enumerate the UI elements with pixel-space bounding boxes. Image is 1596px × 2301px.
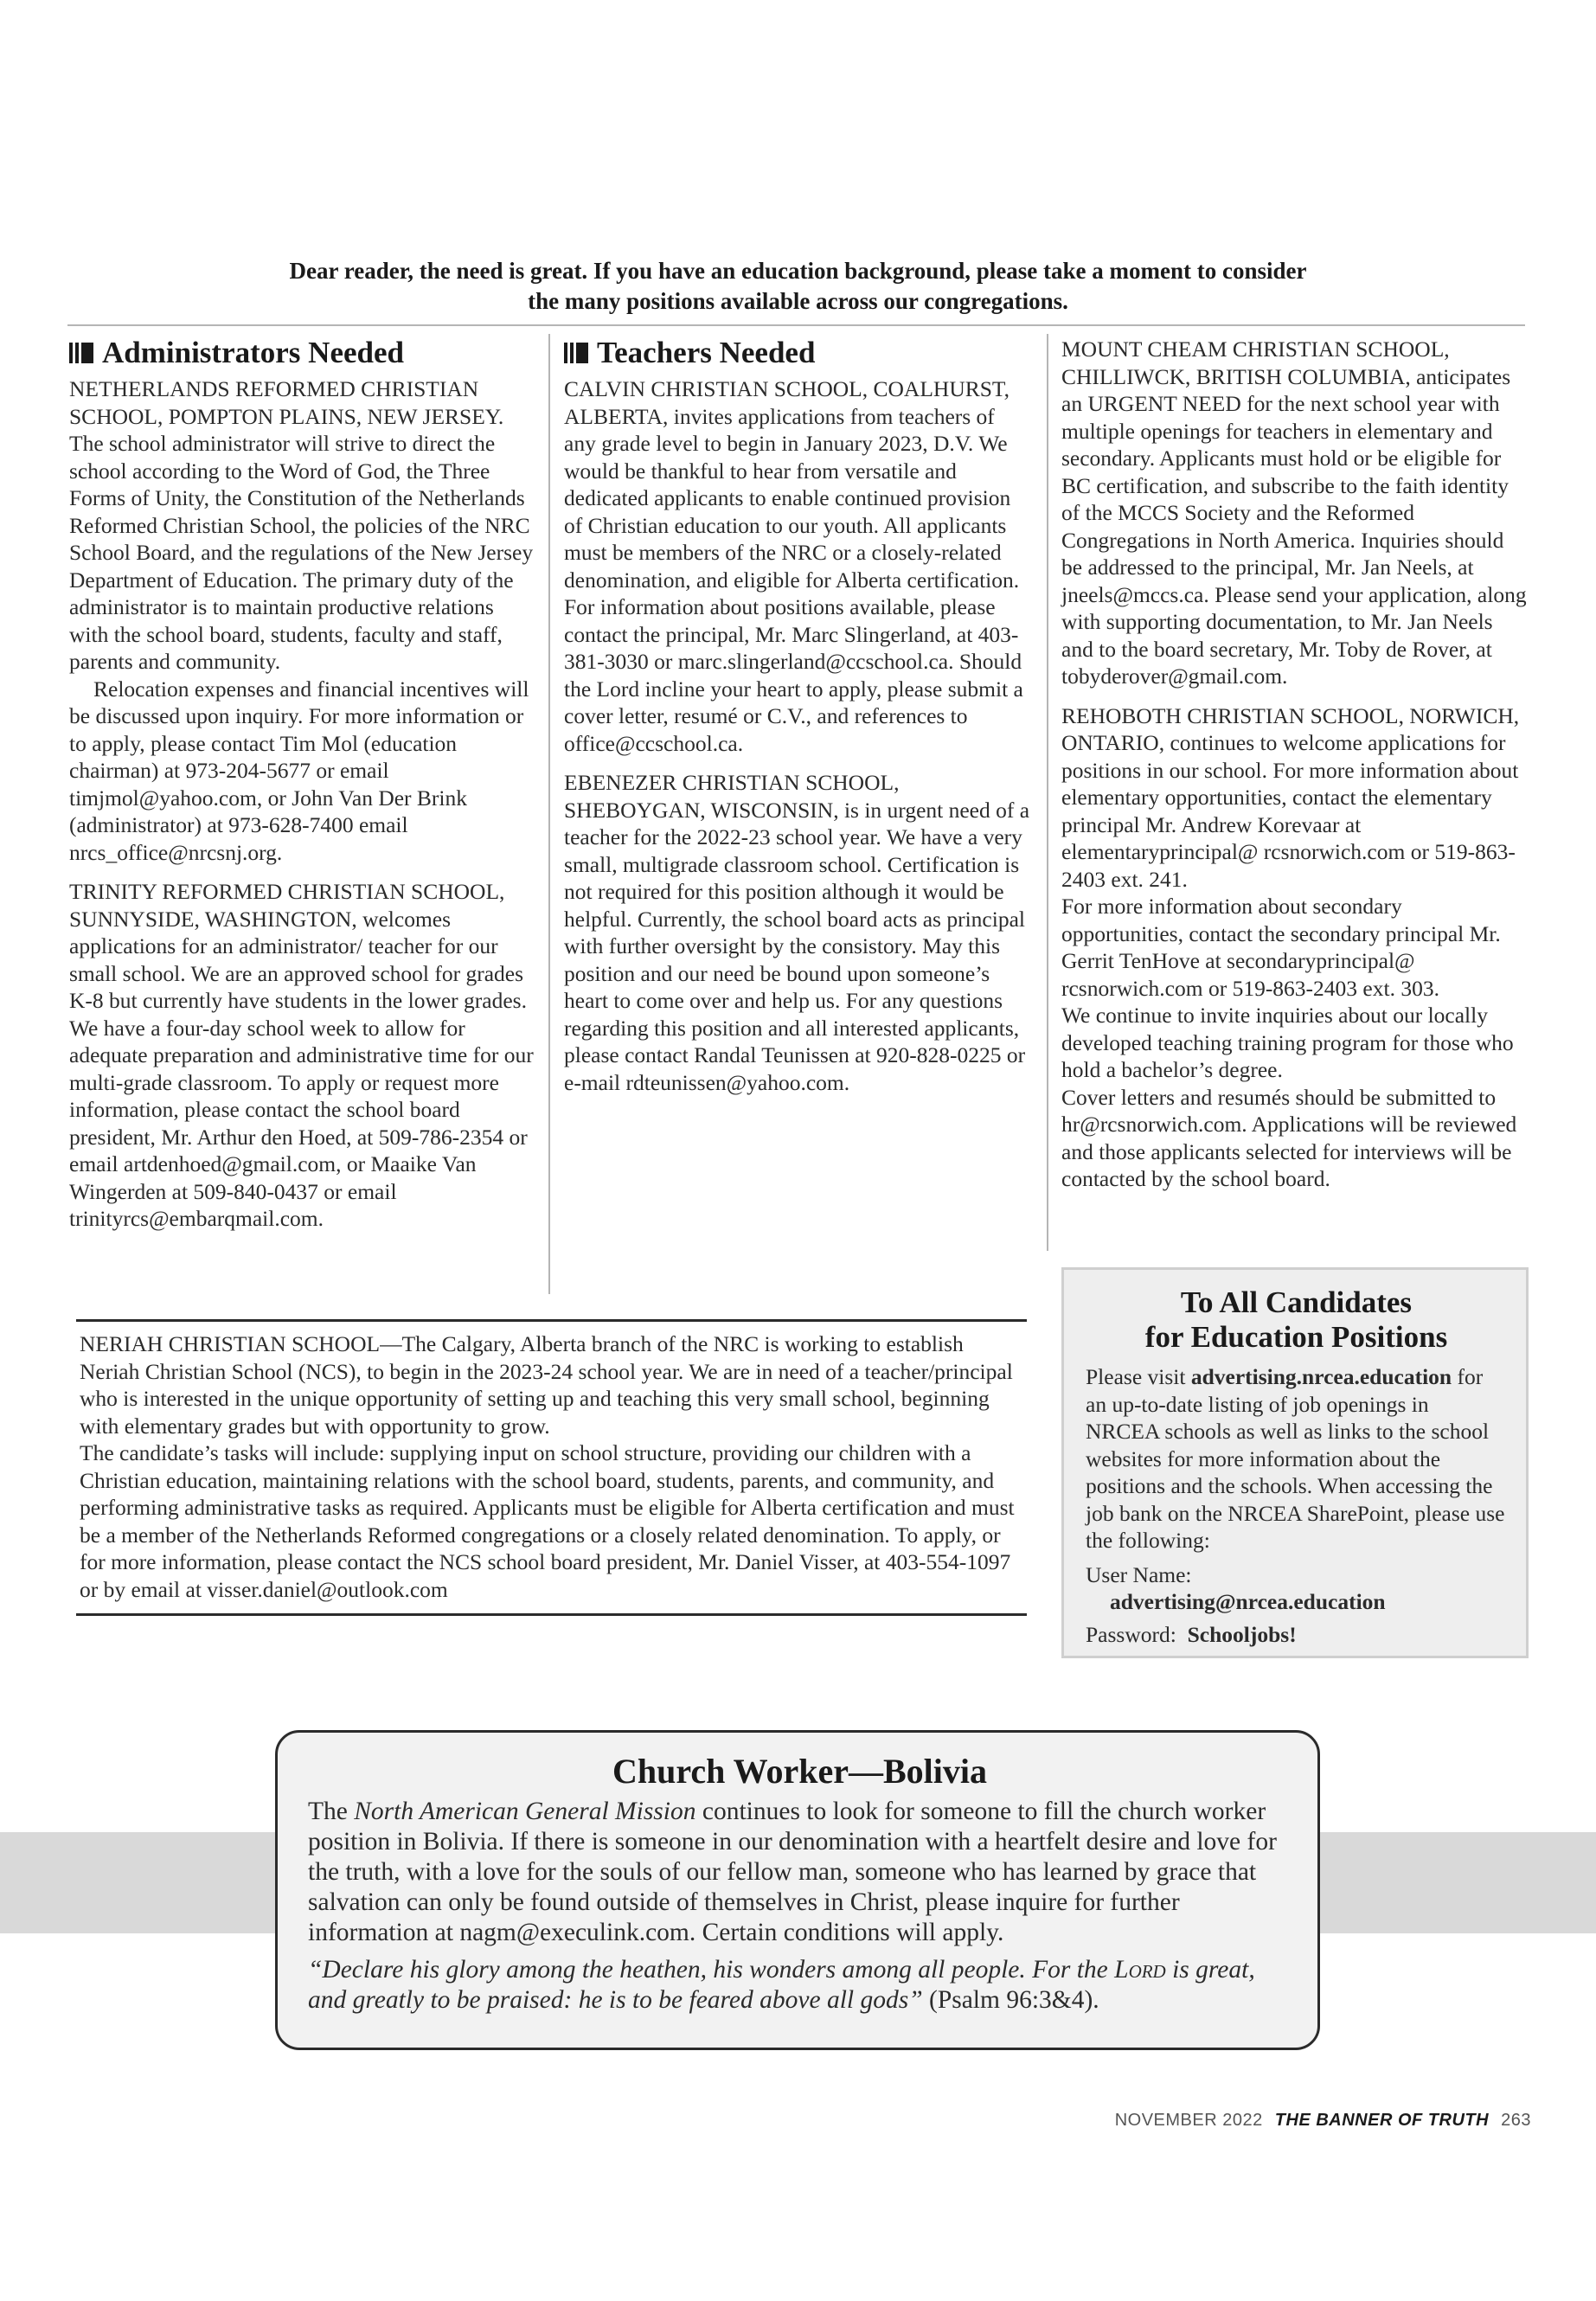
candidates-website-link[interactable]: advertising.nrcea.education [1190, 1364, 1452, 1389]
mount-cheam-listing: MOUNT CHEAM CHRISTIAN SCHOOL, CHILLIWCK, BRITISH COLUMBIA, anticipates an URGENT NEED for the next school year with multiple openings for teachers in elementary and secondary. Applicants must hold or be eligible for BC certification, and subscribe to the faith identity of the MCCS Society and the Reformed Congregations in North America. Inquiries should be addressed to the principal, Mr. Jan Neels, at jneels@mccs.ca. Please send your application, along with supporting documentation, to Mr. Jan Neels and to the board secretary, Mr. Toby de Rover, at tobyderover@gmail.com. [1061, 336, 1527, 689]
footer-publication: THE BANNER OF TRUTH [1274, 2111, 1490, 2130]
teachers-heading [564, 334, 1031, 372]
candidates-text-after: for an up-to-date listing of job openings in NRCEA schools as well as links to the school websites for more information about the positions and the schools. When accessing the job bank on the NRCEA SharePoint, please use the following: [1086, 1364, 1505, 1553]
rehoboth-listing: REHOBOTH CHRISTIAN SCHOOL, NORWICH, ONTARIO, continues to welcome applications for positions in our school. For more information about elementary opportunities, contact the elementary principal Mr. Andrew Korevaar at elementaryprincipal@ rcsnorwich.com or 519-863-2403 ext. 241. [1061, 702, 1520, 892]
teachers-ebenezer-listing: EBENEZER CHRISTIAN SCHOOL, SHEBOYGAN, WISCONSIN, is in urgent need of a teacher for the 2022-23 school year. We have a very small, multigrade classroom school. Certification is not required for this position although it would be helpful. Currently, the school board acts as principal with further oversight by the consistory. May this position and our need be bound upon someone’s heart to come over and help us. For any questions regarding this position and all interested applicants, please contact Randal Teunissen at 920-828-0225 or e-mail rdteunissen@yahoo.com. [564, 770, 1030, 1095]
username-value: advertising@nrcea.education [1110, 1589, 1386, 1614]
intro-line-1: Dear reader, the need is great. If you have an education background, please take a moment to consider [289, 258, 1307, 284]
candidates-title [1086, 1285, 1507, 1355]
neriah-listing [76, 1319, 1027, 1616]
quote-lord: Lord [1114, 1956, 1166, 1984]
candidates-text-before: Please visit [1086, 1364, 1186, 1389]
administrators-column [69, 334, 536, 1233]
candidates-username-value-row [1086, 1588, 1507, 1616]
rehoboth-secondary: For more information about secondary opportunities, contact the secondary principal Mr. Gerrit TenHove at secondaryprincipal@ rcsnorwich.com or 519-863-2403 ext. 303. [1061, 894, 1501, 1001]
psalm-quote [308, 1955, 1292, 2016]
column-divider-2 [1047, 334, 1048, 1251]
administrators-heading-text: Administrators Needed [102, 336, 404, 369]
teachers-heading-text: Teachers Needed [597, 336, 816, 369]
rehoboth-training: We continue to invite inquiries about our locally developed teaching training program for those who hold a bachelor’s degree. [1061, 1003, 1514, 1082]
church-worker-body [308, 1797, 1292, 1948]
third-column [1061, 336, 1529, 1193]
candidates-box [1061, 1267, 1529, 1658]
quote-part-2: is great, and greatly to be praised: he is to be feared above all gods” [308, 1956, 1255, 2014]
admin-netherlands-listing: NETHERLANDS REFORMED CHRISTIAN SCHOOL, POMPTON PLAINS, NEW JERSEY. The school administrator will strive to direct the school according to the Word of God, the Three Forms of Unity, the Constitution of the Netherlands Reformed Christian School, the policies of the NRC School Board, and the regulations of the New Jersey Department of Education. The primary duty of the administrator is to maintain productive relations with the school board, students, faculty and staff, parents and community. [69, 376, 534, 674]
quote-part-1: “Declare his glory among the heathen, his wonders among all people. For the [308, 1956, 1108, 1984]
candidates-title-line-1: To All Candidates [1180, 1285, 1413, 1319]
footer-date: NOVEMBER 2022 [1114, 2111, 1263, 2130]
neriah-details: The candidate’s tasks will include: supplying input on school structure, providing our children with a Christian education, maintaining relations with the school board, students, parents, and community, and performing administrative tasks as required. Applicants must be eligible for Alberta certification and must be a member of the Netherlands Reformed congregations or a closely related denomination. To apply, or for more information, please contact the NCS school board president, Mr. Daniel Visser, at 403-554-1097 or by email at visser.daniel@outlook.com [80, 1440, 1015, 1602]
intro-text [112, 256, 1484, 317]
top-divider [67, 324, 1525, 326]
username-label: User Name: [1086, 1561, 1192, 1587]
mission-name: North American General Mission [354, 1798, 696, 1825]
church-body-the: The [308, 1798, 348, 1825]
page-number: 263 [1501, 2111, 1531, 2130]
admin-trinity-listing: TRINITY REFORMED CHRISTIAN SCHOOL, SUNNYSIDE, WASHINGTON, welcomes applications for an administrator/ teacher for our small school. We are an approved school for grades K-8 but currently have students in the lower grades. We have a four-day school week to allow for adequate preparation and administrative time for our multi-grade classroom. To apply or request more information, please contact the school board president, Mr. Arthur den Hoed, at 509-786-2354 or email artdenhoed@gmail.com, or Maaike Van Wingerden at 509-840-0437 or email trinityrcs@embarqmail.com. [69, 879, 534, 1231]
church-worker-title: Church Worker—Bolivia [612, 1752, 987, 1791]
page-footer [1107, 2111, 1531, 2131]
column-divider-1 [548, 334, 550, 1294]
admin-netherlands-contact: Relocation expenses and financial incentives will be discussed upon inquiry. For more information or to apply, please contact Tim Mol (education chairman) at 973-204-5677 or email timjmol@yahoo.com, or John Van Der Brink (administrator) at 973-628-7400 email nrcs_office@nrcsnj.org. [69, 676, 529, 865]
teachers-column [564, 334, 1031, 1096]
candidates-text [1086, 1363, 1507, 1554]
church-body-text: continues to look for someone to fill the church worker position in Bolivia. If there is someone in our denomination with a heartfelt desire and love for the truth, with a love for the souls of our fellow man, someone who has learned by grace that salvation can only be found outside of themselves in Christ, please inquire for further information at nagm@execulink.com. Certain conditions will apply. [308, 1798, 1277, 1946]
password-label: Password: [1086, 1621, 1176, 1647]
candidates-password-row [1086, 1621, 1507, 1649]
administrators-heading [69, 334, 536, 372]
neriah-intro: NERIAH CHRISTIAN SCHOOL—The Calgary, Alberta branch of the NRC is working to establish Neriah Christian School (NCS), to begin in the 2023-24 school year. We are in need of a teacher/principal who is interested in the unique opportunity of setting up and teaching this very small school, beginning with elementary grades but with opportunity to grow. [80, 1331, 1013, 1439]
quote-citation: (Psalm 96:3&4). [929, 1986, 1099, 2014]
church-worker-box [275, 1730, 1320, 2050]
rehoboth-applications: Cover letters and resumés should be submitted to hr@rcsnorwich.com. Applications will be reviewed and those applicants selected for interviews will be contacted by the school board. [1061, 1084, 1517, 1191]
teachers-calvin-listing: CALVIN CHRISTIAN SCHOOL, COALHURST, ALBERTA, invites applications from teachers of any grade level to begin in January 2023, D.V. We would be thankful to hear from versatile and dedicated applicants to enable continued provision of Christian education to our youth. All applicants must be members of the NRC or a closely-related denomination, and eligible for Alberta certification. For information about positions available, please contact the principal, Mr. Marc Slingerland, at 403-381-3030 or marc.slingerland@ccschool.ca. Should the Lord incline your heart to apply, please submit a cover letter, resumé or C.V., and references to office@ccschool.ca. [564, 376, 1023, 756]
candidates-username-row [1086, 1561, 1507, 1589]
bars-icon [564, 343, 588, 363]
intro-line-2: the many positions available across our congregations. [528, 288, 1068, 314]
password-value: Schooljobs! [1187, 1621, 1297, 1647]
bars-icon [69, 343, 93, 363]
candidates-title-line-2: for Education Positions [1144, 1320, 1448, 1354]
